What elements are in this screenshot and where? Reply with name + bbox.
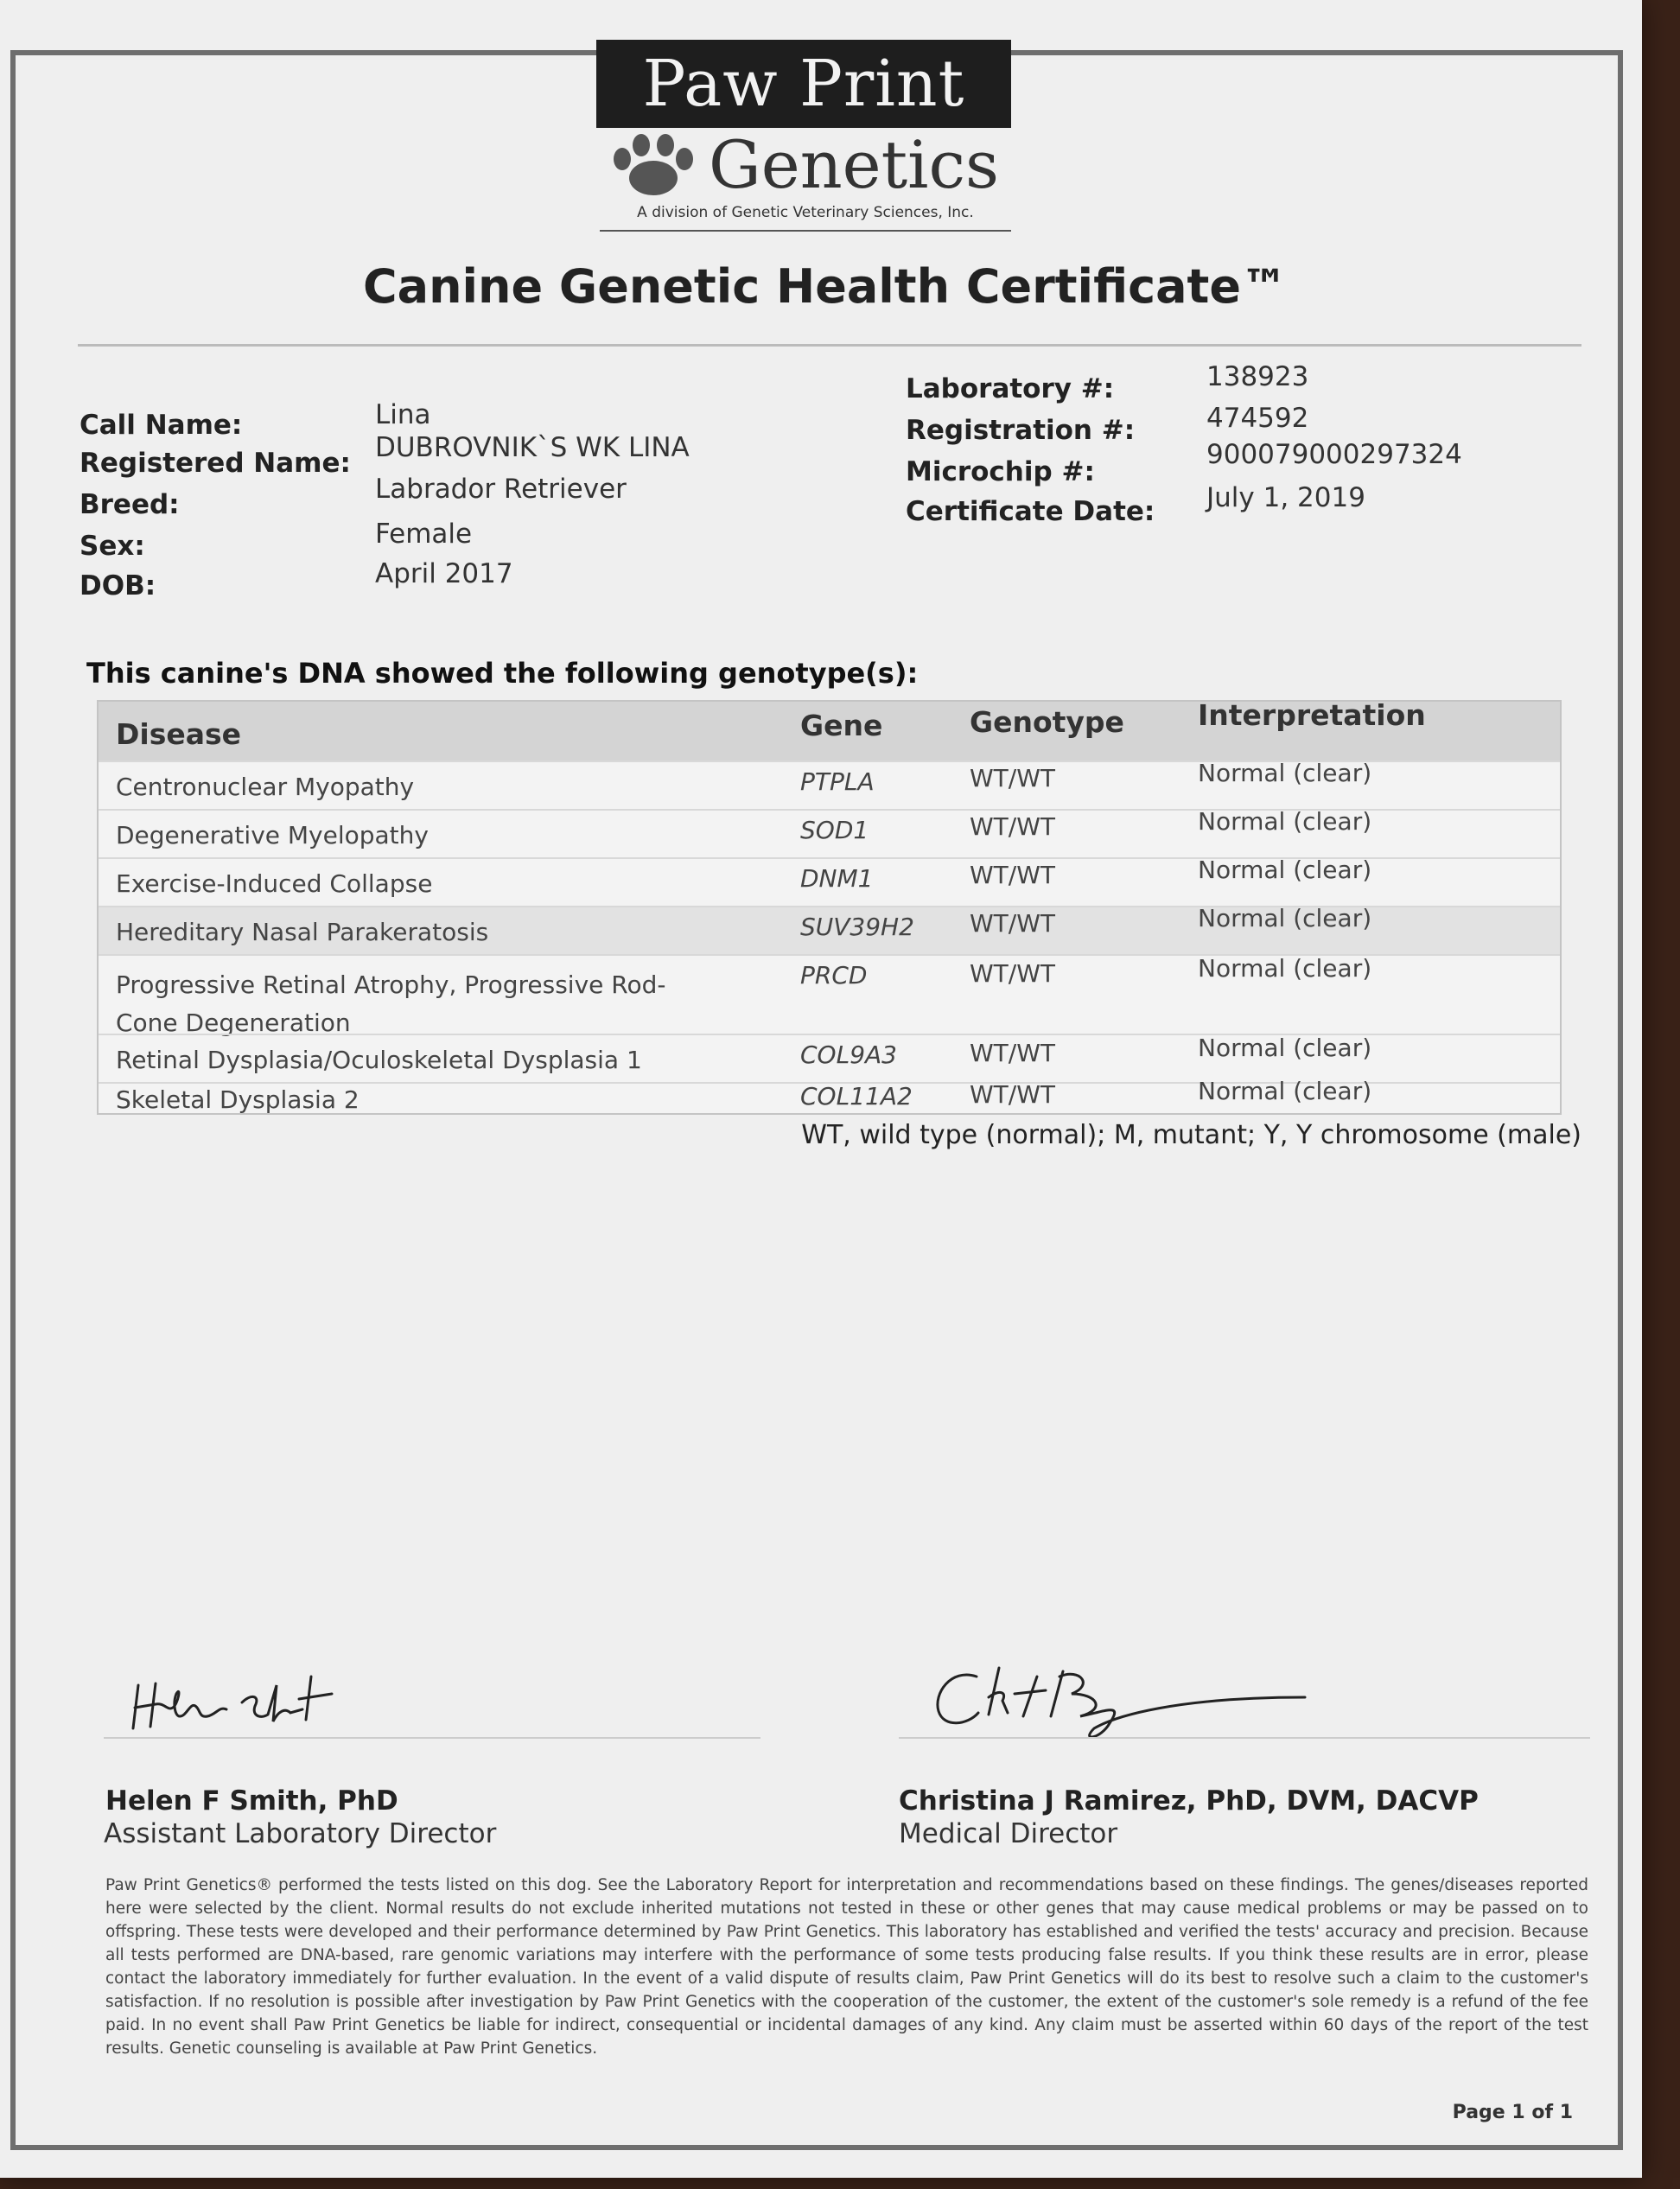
page-title: Canine Genetic Health Certificate™ xyxy=(363,259,1288,314)
gene-cell: COL9A3 xyxy=(800,1040,897,1069)
disease-cell: Centronuclear Myopathy xyxy=(116,773,415,801)
legal-disclaimer: Paw Print Genetics® performed the tests listed on this dog. See the Laboratory Report for interpretation and recommendations based on these findings. The genes/diseases reported here were selected by the client. Normal results do not exclude inherited mutations not tested in these or other genes that may cause medical problems or may be passed on to offspring. These tests were developed and their performance determined by Paw Print Genetics. This laboratory has established and verified the tests' accuracy and precision. Because all tests performed are DNA-based, rare genomic variations may interfere with the performance of some tests producing false results. If you think these results are in error, please contact the laboratory immediately for further evaluation. In the event of a valid dispute of results claim, Paw Print Genetics will do its best to resolve such a claim to the customer's satisfaction. If no resolution is possible after investigation by Paw Print Genetics with the cooperation of the customer, the extent of the customer's sole remedy is a refund of the fee paid. In no event shall Paw Print Genetics be liable for indirect, consequential or incidental damages of any kind. Any claim must be asserted within 60 days of the report of the test results. Genetic counseling is available at Paw Print Genetics. xyxy=(105,1876,1588,2058)
table-row xyxy=(99,906,1560,956)
disease-cell: Exercise-Induced Collapse xyxy=(116,869,433,898)
breed-value: Labrador Retriever xyxy=(375,474,627,505)
registered-name-value: DUBROVNIK`S WK LINA xyxy=(375,432,690,463)
logo-subtitle: A division of Genetic Veterinary Sciences, Inc. xyxy=(600,204,1011,232)
genotype-table xyxy=(97,700,1562,1115)
sex-label: Sex: xyxy=(80,531,145,562)
genotype-cell: WT/WT xyxy=(970,764,1056,792)
gene-cell: SOD1 xyxy=(800,816,869,844)
signature-line-left xyxy=(104,1737,760,1739)
gene-cell: DNM1 xyxy=(800,864,874,893)
column-header-interpretation: Interpretation xyxy=(1198,698,1426,732)
interpretation-cell: Normal (clear) xyxy=(1198,1077,1372,1105)
registration-number-value: 474592 xyxy=(1206,403,1309,434)
disease-cell: Degenerative Myelopathy xyxy=(116,821,429,850)
gene-cell: PRCD xyxy=(800,961,868,990)
genotype-cell: WT/WT xyxy=(970,1039,1056,1067)
gene-cell: SUV39H2 xyxy=(800,913,914,941)
paw-icon xyxy=(603,133,703,202)
gene-cell: PTPLA xyxy=(800,767,875,796)
signer-title-left: Assistant Laboratory Director xyxy=(104,1818,497,1849)
title-divider xyxy=(78,344,1581,347)
microchip-number-value: 900079000297324 xyxy=(1206,439,1462,470)
signer-title-right: Medical Director xyxy=(899,1818,1118,1849)
certificate-date-label: Certificate Date: xyxy=(906,496,1155,527)
disease-cell: Progressive Retinal Atrophy, Progressive Rod-Cone Degeneration xyxy=(116,970,666,1037)
interpretation-cell: Normal (clear) xyxy=(1198,904,1372,932)
certificate-date-value: July 1, 2019 xyxy=(1206,482,1365,513)
page-number: Page 1 of 1 xyxy=(1452,2102,1573,2123)
call-name-value: Lina xyxy=(375,399,431,430)
column-header-disease: Disease xyxy=(116,717,242,751)
genotype-legend: WT, wild type (normal); M, mutant; Y, Y chromosome (male) xyxy=(801,1120,1581,1150)
signer-name-left: Helen F Smith, PhD xyxy=(105,1785,398,1817)
breed-label: Breed: xyxy=(80,489,180,520)
genotype-table-header xyxy=(99,698,1560,760)
genotype-cell: WT/WT xyxy=(970,812,1056,841)
logo-genetics-text: Genetics xyxy=(709,126,1000,203)
disease-cell: Retinal Dysplasia/Oculoskeletal Dysplasia 1 xyxy=(116,1046,642,1074)
microchip-number-label: Microchip #: xyxy=(906,456,1095,487)
interpretation-cell: Normal (clear) xyxy=(1198,954,1372,983)
christina-ramirez-signature xyxy=(925,1659,1314,1754)
genotype-cell: WT/WT xyxy=(970,909,1056,938)
gene-cell: COL11A2 xyxy=(800,1082,913,1110)
table-row xyxy=(99,954,1560,1035)
signer-name-right: Christina J Ramirez, PhD, DVM, DACVP xyxy=(899,1785,1479,1817)
table-row xyxy=(99,1077,1560,1115)
genotype-cell: WT/WT xyxy=(970,1080,1056,1109)
genotype-cell: WT/WT xyxy=(970,861,1056,889)
logo-paw-print-text: Paw Print xyxy=(596,40,1011,128)
dob-label: DOB: xyxy=(80,570,156,601)
paw-print-genetics-logo xyxy=(596,40,1011,230)
sex-value: Female xyxy=(375,519,473,550)
helen-smith-signature xyxy=(130,1668,354,1737)
interpretation-cell: Normal (clear) xyxy=(1198,856,1372,884)
laboratory-number-value: 138923 xyxy=(1206,361,1309,392)
disease-cell: Hereditary Nasal Parakeratosis xyxy=(116,918,489,946)
disease-cell: Skeletal Dysplasia 2 xyxy=(116,1085,360,1114)
interpretation-cell: Normal (clear) xyxy=(1198,759,1372,787)
table-row xyxy=(99,760,1560,811)
dob-value: April 2017 xyxy=(375,558,513,589)
interpretation-cell: Normal (clear) xyxy=(1198,807,1372,836)
table-row xyxy=(99,809,1560,859)
genotype-cell: WT/WT xyxy=(970,959,1056,988)
registration-number-label: Registration #: xyxy=(906,415,1136,446)
table-row xyxy=(99,857,1560,907)
laboratory-number-label: Laboratory #: xyxy=(906,373,1115,404)
interpretation-cell: Normal (clear) xyxy=(1198,1034,1372,1062)
genotype-table-heading: This canine's DNA showed the following genotype(s): xyxy=(86,657,919,690)
call-name-label: Call Name: xyxy=(80,410,243,441)
registered-name-label: Registered Name: xyxy=(80,448,351,479)
column-header-genotype: Genotype xyxy=(970,705,1124,739)
column-header-gene: Gene xyxy=(800,709,883,742)
signature-line-right xyxy=(899,1737,1590,1739)
